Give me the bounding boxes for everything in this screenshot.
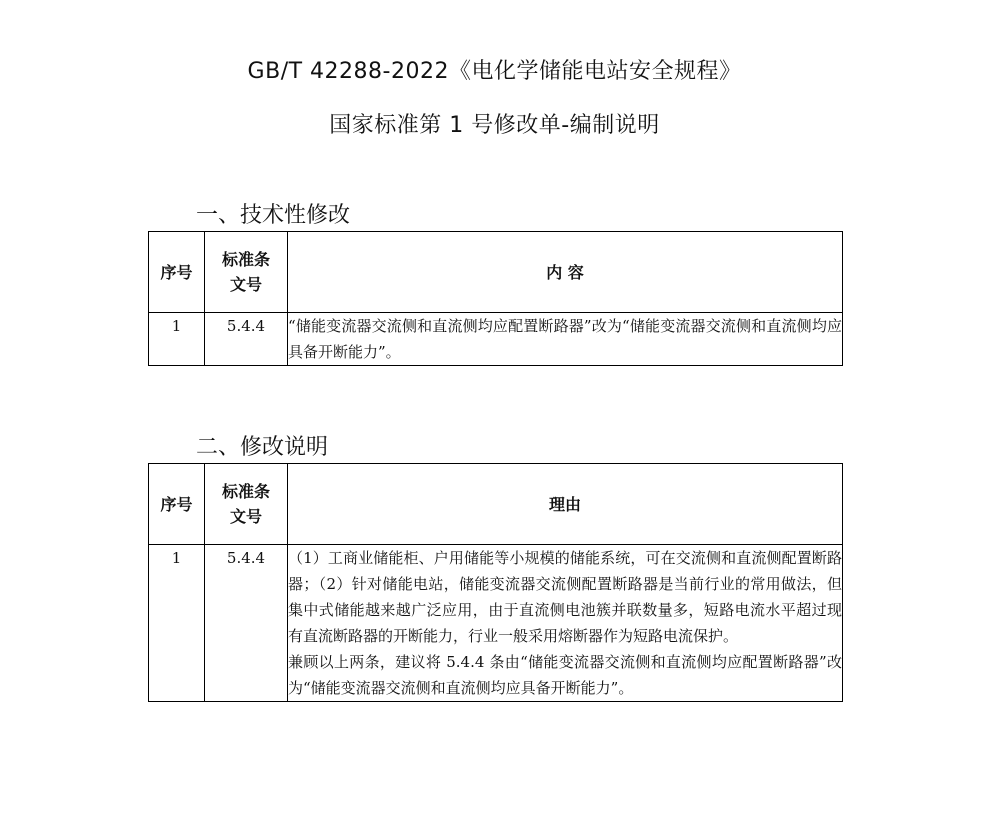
- header-seq: 序号: [149, 464, 205, 545]
- table-header-row: [149, 232, 843, 313]
- section-1-heading: 一、技术性修改: [196, 203, 351, 228]
- document-title: GB/T 42288-2022《电化学储能电站安全规程》: [247, 59, 742, 84]
- header-seq: 序号: [149, 232, 205, 313]
- reason-paragraph-1: （1）工商业储能柜、户用储能等小规模的储能系统，可在交流侧和直流侧配置断路器；（2）针对储能电站，储能变流器交流侧配置断路器是当前行业的常用做法，但集中式储能越来越广泛应用，由于直流侧电池簇并联数量多，短路电流水平超过现有直流断路器的开断能力，行业一般采用熔断器作为短路电流保护。: [288, 549, 842, 645]
- row-clause: 5.4.4: [205, 313, 288, 366]
- row-content: “储能变流器交流侧和直流侧均应配置断路器”改为“储能变流器交流侧和直流侧均应具备开断能力”。: [288, 313, 843, 366]
- header-clause: 标准条文号: [205, 464, 288, 545]
- header-clause: 标准条文号: [205, 232, 288, 313]
- table-header-row: [149, 464, 843, 545]
- change-explanation-table: [148, 463, 843, 702]
- row-seq: 1: [149, 313, 205, 366]
- row-reason: [288, 545, 843, 702]
- reason-paragraph-2: 兼顾以上两条，建议将 5.4.4 条由“储能变流器交流侧和直流侧均应配置断路器”改为“储能变流器交流侧和直流侧均应具备开断能力”。: [288, 653, 842, 697]
- table-row: [149, 313, 843, 366]
- section-2-heading: 二、修改说明: [196, 435, 329, 460]
- header-reason: 理由: [288, 464, 843, 545]
- document-subtitle: 国家标准第 1 号修改单-编制说明: [329, 113, 660, 138]
- row-seq: 1: [149, 545, 205, 702]
- table-row: [149, 545, 843, 702]
- header-content: 内 容: [288, 232, 843, 313]
- row-clause: 5.4.4: [205, 545, 288, 702]
- technical-changes-table: [148, 231, 843, 366]
